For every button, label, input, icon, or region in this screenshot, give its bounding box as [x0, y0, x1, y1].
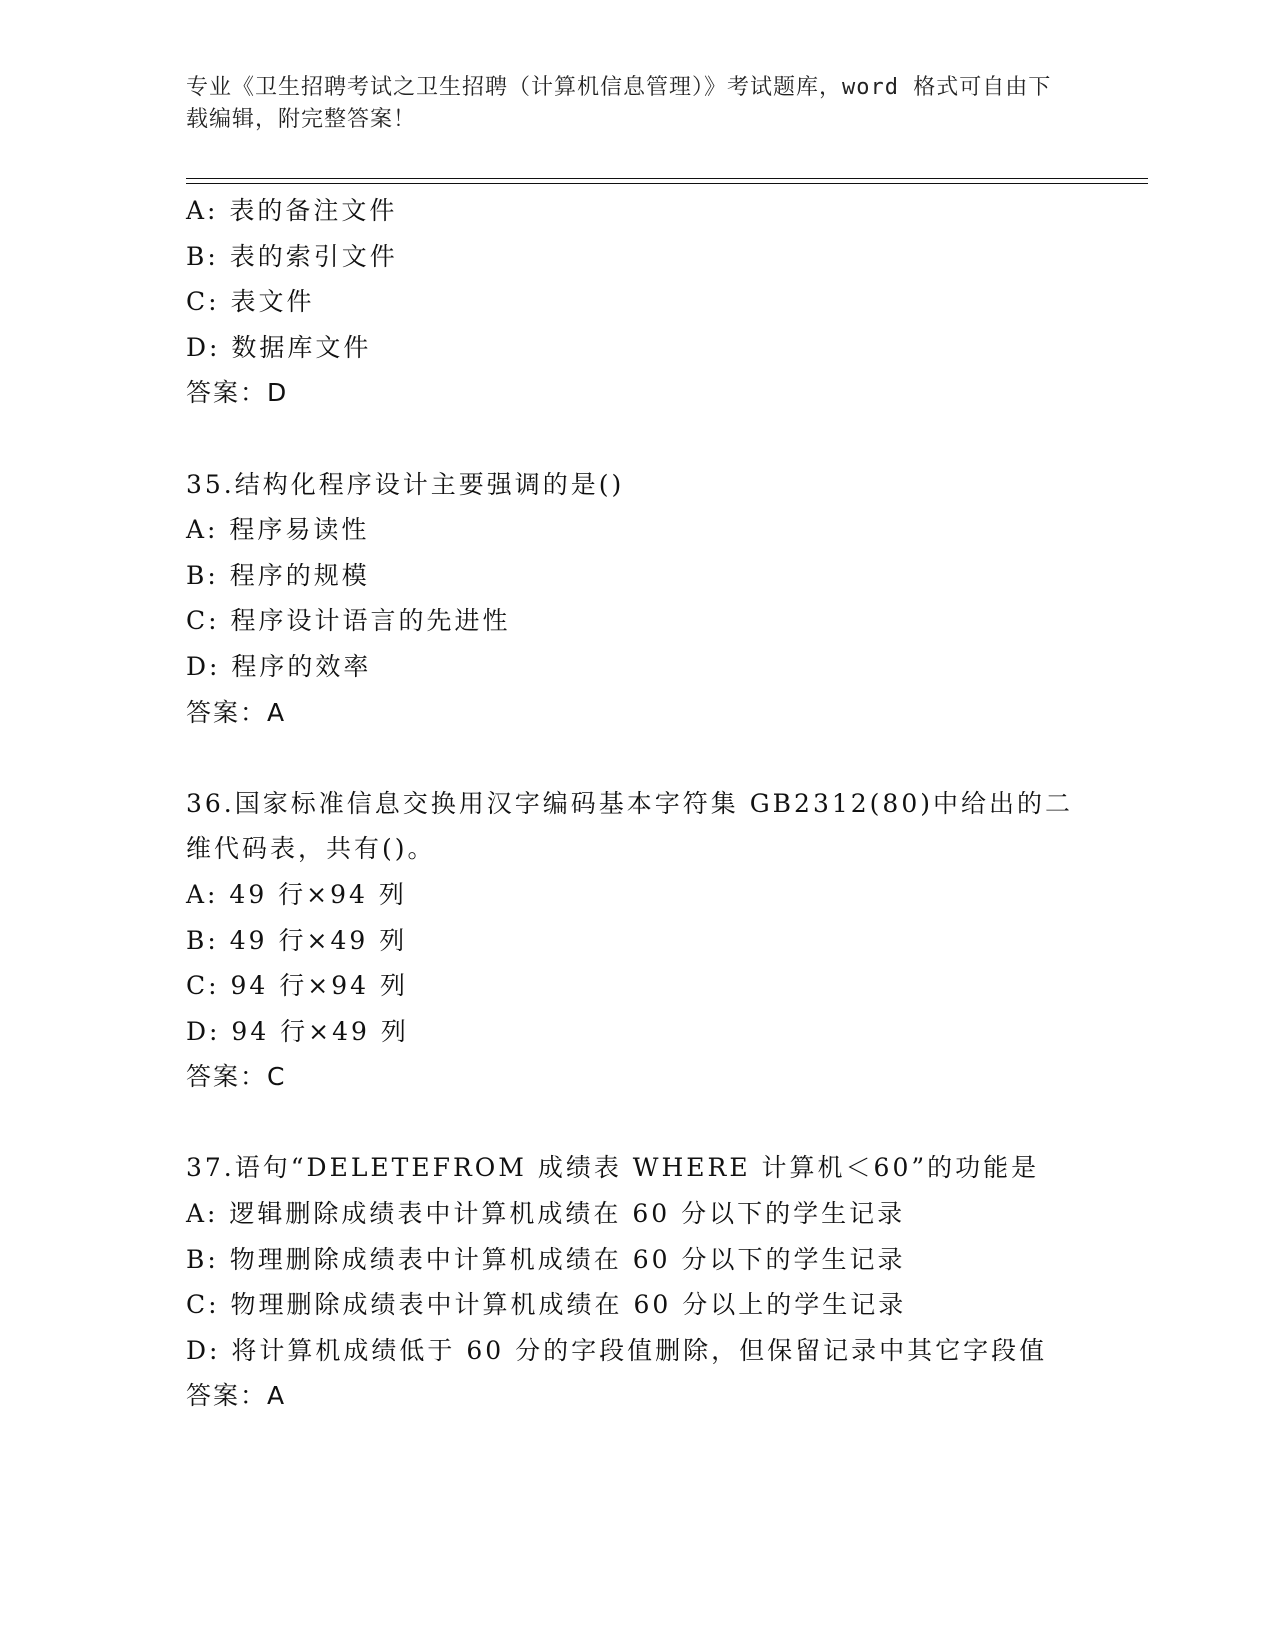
spacer	[186, 416, 1146, 462]
option-c: C: 表文件	[186, 287, 315, 317]
question-text: 35.结构化程序设计主要强调的是()	[186, 469, 625, 499]
option-c: C: 程序设计语言的先进性	[186, 606, 511, 636]
option-b: B: 程序的规模	[186, 560, 370, 590]
option-b: B: 49 行×49 列	[186, 925, 408, 955]
document-header: 专业《卫生招聘考试之卫生招聘（计算机信息管理）》考试题库，word 格式可自由下载编辑，附完整答案！	[186, 75, 1052, 132]
option-a: A: 表的备注文件	[186, 196, 398, 225]
option-a: A: 逻辑删除成绩表中计算机成绩在 60 分以下的学生记录	[186, 1199, 906, 1229]
answer-line: 答案：D	[186, 378, 289, 408]
question-37	[186, 1145, 1146, 1419]
answer-line: 答案：A	[186, 1381, 287, 1411]
question-34	[186, 188, 1146, 416]
option-d: D: 程序的效率	[186, 651, 372, 681]
header-divider-top	[186, 178, 1148, 179]
header-divider-bottom	[186, 183, 1148, 184]
option-b: B: 物理删除成绩表中计算机成绩在 60 分以下的学生记录	[186, 1244, 906, 1274]
question-text: 36.国家标准信息交换用汉字编码基本字符集 GB2312(80)中给出的二维代码表，共有()。	[186, 788, 1073, 864]
question-text: 37.语句“DELETEFROM 成绩表 WHERE 计算机＜60”的功能是	[186, 1153, 1040, 1183]
answer-line: 答案：A	[186, 697, 287, 727]
option-d: D: 数据库文件	[186, 332, 372, 362]
option-d: D: 94 行×49 列	[186, 1016, 409, 1046]
option-d: D: 将计算机成绩低于 60 分的字段值删除，但保留记录中其它字段值	[186, 1335, 1048, 1365]
question-list	[186, 188, 1146, 1419]
answer-line: 答案：C	[186, 1062, 287, 1092]
option-a: A: 49 行×94 列	[186, 879, 407, 909]
question-36	[186, 781, 1146, 1100]
option-a: A: 程序易读性	[186, 515, 370, 545]
option-b: B: 表的索引文件	[186, 241, 398, 271]
option-c: C: 物理删除成绩表中计算机成绩在 60 分以上的学生记录	[186, 1290, 907, 1320]
option-c: C: 94 行×94 列	[186, 971, 408, 1001]
question-35	[186, 462, 1146, 736]
spacer	[186, 735, 1146, 781]
spacer	[186, 1100, 1146, 1146]
